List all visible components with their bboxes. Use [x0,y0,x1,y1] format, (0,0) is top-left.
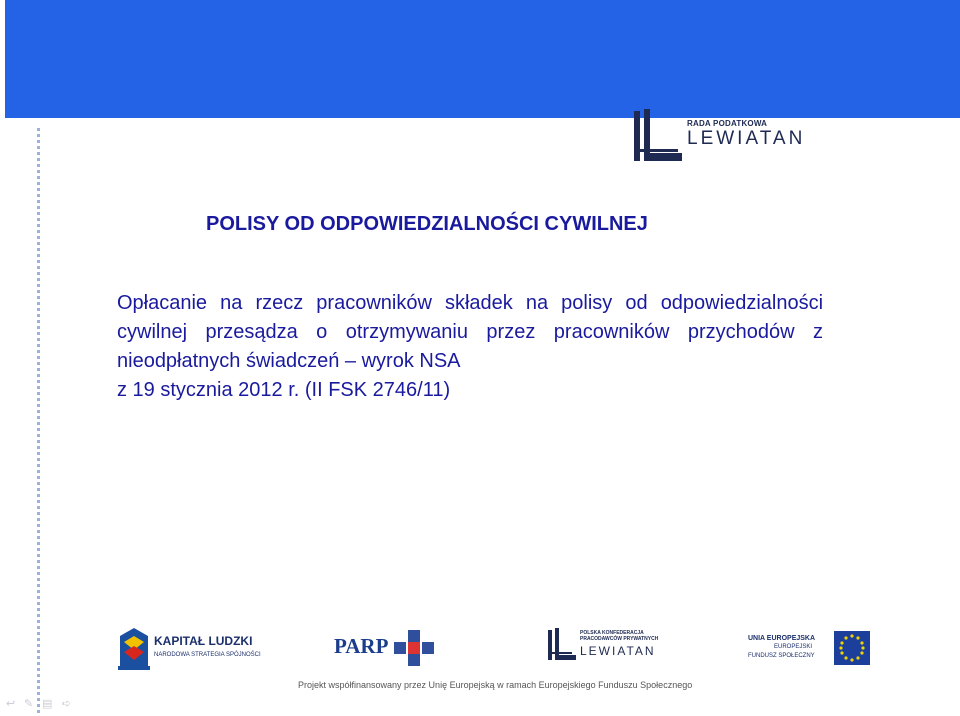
pen-icon[interactable]: ✎ [24,698,34,710]
eu-line-2: EUROPEJSKI [774,644,813,650]
header-band [5,0,960,118]
slide-body [117,289,823,405]
eu-flag-icon [834,631,870,665]
eu-line-3: FUNDUSZ SPOŁECZNY [748,653,815,659]
body-line-1: Opłacanie na rzecz pracowników składek na polisy od [117,292,648,314]
konfederacja-logo-mark-icon [548,628,576,662]
eu-line-1: UNIA EUROPEJSKA [748,635,816,642]
slide-title: POLISY OD ODPOWIEDZIALNOŚCI CYWILNEJ [206,213,648,235]
menu-icon[interactable]: ▤ [42,698,53,710]
previous-arrow-icon[interactable]: ↩ [6,698,16,710]
kapital-ludzki-logo [118,626,261,670]
parp-name: PARP [334,634,389,658]
next-arrow-icon[interactable]: ➪ [62,698,72,710]
kapital-ludzki-title: KAPITAŁ LUDZKI [154,634,253,648]
footer-logos [0,620,960,680]
kapital-ludzki-emblem-icon [118,626,150,670]
logo-name: LEWIATAN [687,128,806,149]
lewiatan-logo [634,107,809,163]
parp-logo [334,630,434,670]
body-line-3: pracowników przychodów z nieodpłatnych świadczeń – wyrok NSA [117,321,824,372]
logo-top-label: RADA PODATKOWA [687,119,768,128]
body-line-4: z 19 stycznia 2012 r. (II FSK 2746/11) [117,379,451,401]
footer-caption: Projekt współfinansowany przez Unię Europejską w ramach Europejskiego Funduszu Społecznego [298,680,693,690]
lewiatan-logo-mark-icon [634,109,684,163]
body-line-2: odpowiedzialności cywilnej przesądza o otrzymywaniu przez [117,292,824,343]
konfederacja-name: LEWIATAN [580,644,656,658]
konfederacja-small-text: POLSKA KONFEDERACJA PRACODAWCÓW PRYWATNYCH [580,630,659,642]
eu-logo [744,628,874,676]
parp-emblem-icon [394,630,434,666]
konfederacja-lewiatan-logo [548,628,658,672]
slide-nav-controls [6,697,86,713]
kapital-ludzki-subtitle: NARODOWA STRATEGIA SPÓJNOŚCI [154,652,261,658]
